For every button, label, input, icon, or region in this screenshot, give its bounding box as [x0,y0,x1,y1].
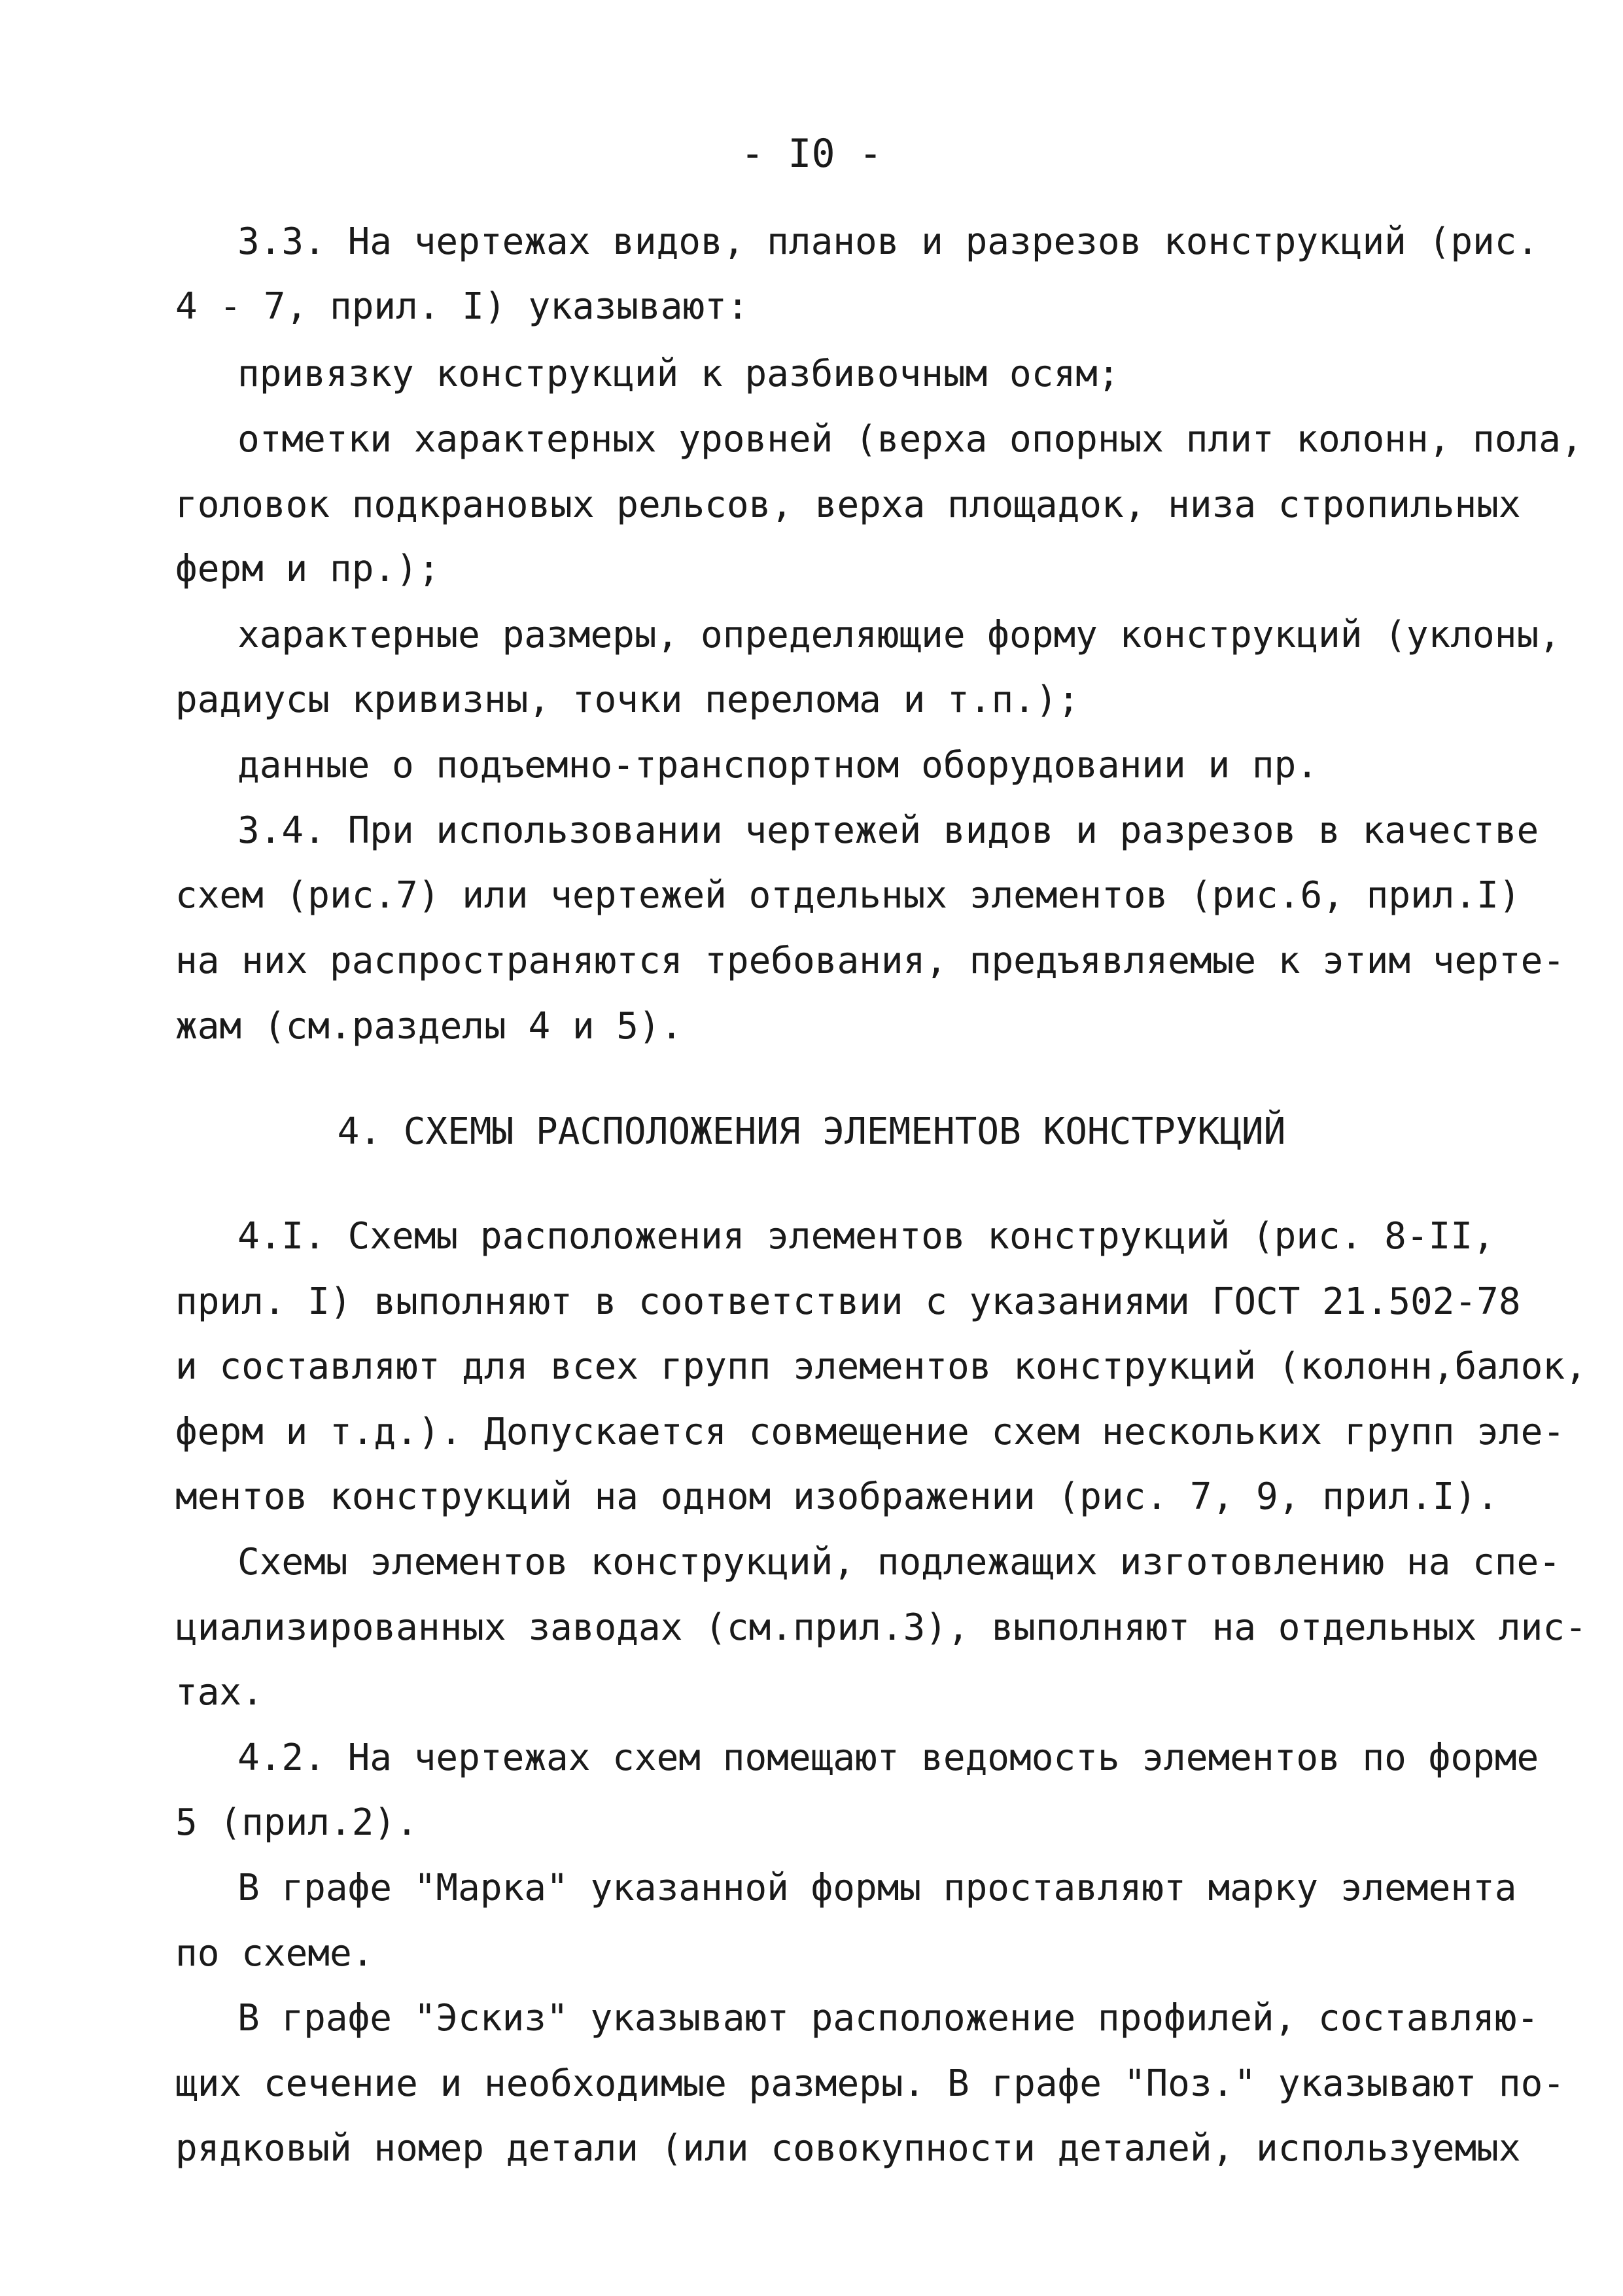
paragraph-4-1b-line-2: циализированных заводах (см.прил.3), выполняют на отдельных лис- [175,1606,1587,1649]
list-item-equipment: данные о подъемно-транспортном оборудовании и пр. [237,744,1319,786]
paragraph-3-4-line-3: на них распространяются требования, предъявляемые к этим черте- [175,940,1565,982]
paragraph-4-2b-line-2: по схеме. [175,1932,374,1975]
list-item-marks-line-3: ферм и пр.); [175,548,440,590]
paragraph-3-3-line-1: 3.3. На чертежах видов, планов и разрезов конструкций (рис. [237,221,1539,263]
paragraph-4-2c-line-2: щих сечение и необходимые размеры. В графе "Поз." указывают по- [175,2062,1565,2105]
paragraph-3-3-line-2: 4 - 7, прил. I) указывают: [175,285,749,328]
paragraph-4-1-line-3: и составляют для всех групп элементов конструкций (колонн,балок, [175,1345,1587,1388]
paragraph-4-2b-line-1: В графе "Марка" указанной формы проставляют марку элемента [237,1867,1517,1909]
paragraph-4-2c-line-1: В графе "Эскиз" указывают расположение профилей, составляю- [237,1997,1539,2040]
paragraph-4-1b-line-1: Схемы элементов конструкций, подлежащих изготовлению на спе- [237,1541,1561,1583]
paragraph-3-4-line-1: 3.4. При использовании чертежей видов и разрезов в качестве [237,809,1539,852]
paragraph-4-1-line-4: ферм и т.д.). Допускается совмещение схем нескольких групп эле- [175,1411,1565,1453]
paragraph-4-1-line-2: прил. I) выполняют в соответствии с указаниями ГОСТ 21.502-78 [175,1280,1521,1323]
paragraph-3-4-line-2: схем (рис.7) или чертежей отдельных элементов (рис.6, прил.I) [175,874,1521,917]
paragraph-4-2-line-1: 4.2. На чертежах схем помещают ведомость элементов по форме [237,1737,1539,1779]
list-item-dimensions-line-1: характерные размеры, определяющие форму конструкций (уклоны, [237,614,1561,656]
paragraph-4-2c-line-3: рядковый номер детали (или совокупности деталей, используемых [175,2127,1521,2170]
paragraph-3-4-line-4: жам (см.разделы 4 и 5). [175,1005,683,1048]
paragraph-4-2-line-2: 5 (прил.2). [175,1801,418,1844]
list-item-marks-line-1: отметки характерных уровней (верха опорных плит колонн, пола, [237,418,1583,461]
list-item-dimensions-line-2: радиусы кривизны, точки перелома и т.п.); [175,679,1080,721]
paragraph-4-1-line-1: 4.I. Схемы расположения элементов конструкций (рис. 8-II, [237,1215,1495,1258]
page-number: - I0 - [741,131,882,177]
paragraph-4-1b-line-3: тах. [175,1671,264,1714]
section-4-heading: 4. СХЕМЫ РАСПОЛОЖЕНИЯ ЭЛЕМЕНТОВ КОНСТРУКЦИЙ [337,1110,1286,1153]
paragraph-4-1-line-5: ментов конструкций на одном изображении (рис. 7, 9, прил.I). [175,1475,1499,1518]
list-item-marks-line-2: головок подкрановых рельсов, верха площадок, низа стропильных [175,484,1521,526]
list-item-binding: привязку конструкций к разбивочным осям; [237,353,1120,395]
